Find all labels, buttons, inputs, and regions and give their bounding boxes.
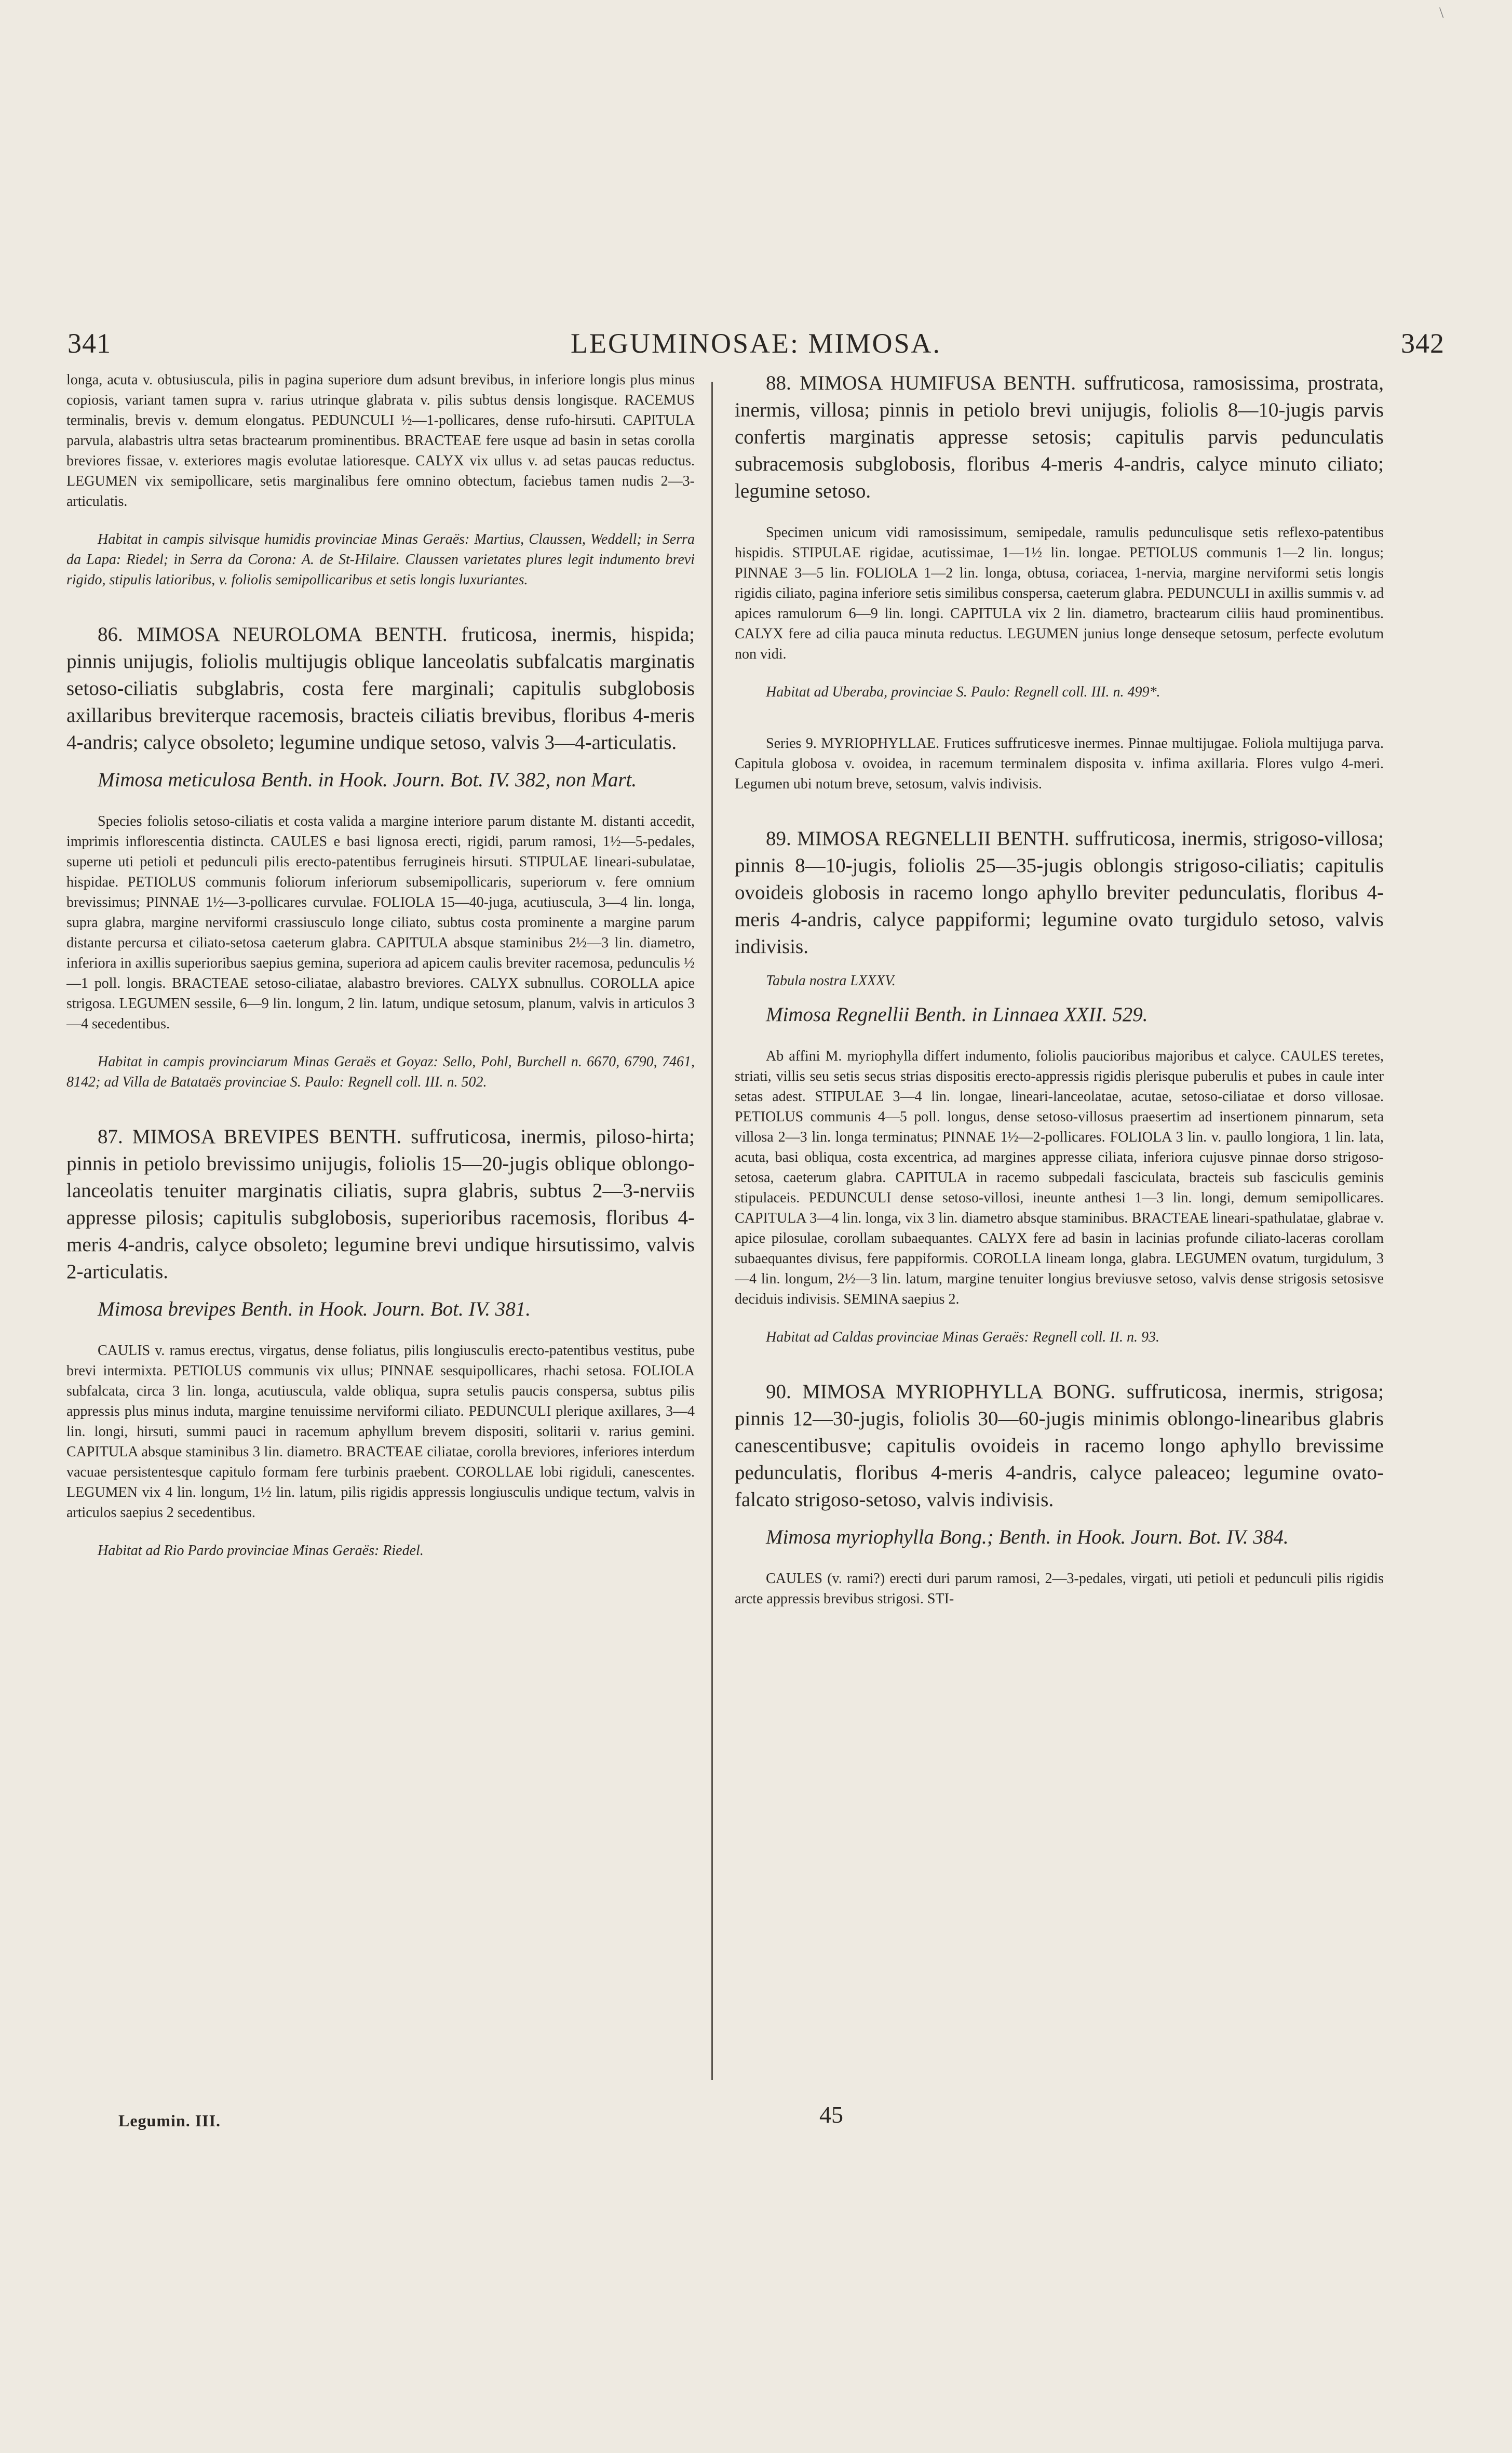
citation-paragraph: Habitat in campis silvisque humidis provinciae Minas Geraës: Martius, Claussen, Weddell; in Serra da Lapa: Riedel; in Serra da Corona: A. de St-Hilaire. Claussen varietates plures legit indumento brevi rigido, stipulis latioribus, v. foliolis semipollicaribus et setis longis luxuriantes. bbox=[66, 531, 695, 588]
right-column bbox=[735, 370, 1384, 2120]
citation-paragraph: Mimosa myriophylla Bong.; Benth. in Hook. Journ. Bot. IV. 384. bbox=[766, 1526, 1289, 1548]
column-divider bbox=[711, 382, 713, 2080]
scan-mark: \ bbox=[1439, 4, 1444, 21]
citation-paragraph: Habitat ad Rio Pardo provinciae Minas Geraës: Riedel. bbox=[98, 1543, 424, 1559]
citation-paragraph: Mimosa brevipes Benth. in Hook. Journ. Bot. IV. 381. bbox=[98, 1298, 531, 1320]
sheet-number: 45 bbox=[819, 2101, 843, 2128]
text-paragraph: Species foliolis setoso-ciliatis et costa valida a margine interiore parum distante M. distanti accedit, imprimis inflorescentia distincta. CAULES e basi lignosa erecti, rigidi, parum ramosi, 1½—5-pedales, superne uti petioli et pedunculi pilis erecto-patentibus ferrugineis hirsuti. STIPULAE lineari-subulatae, hispidae. PETIOLUS communis foliorum inferiorum subsemipollicaris, superiorum v. fere omnium brevissimus; PINNAE 1½—3-pollicares curvulae. FOLIOLA 15—40-juga, acutiuscula, 3—4 lin. longa, supra glabra, margine nerviformi crassiusculo longe ciliato, subtus costa prominente a margine parum distante percursa et ciliato-setosa caeterum glabra. CAPITULA absque staminibus 2½—3 lin. diametro, inferiora in axillis superioribus saepius gemina, superiora ad apicem caulis breviter racemosa, pedunculis ½—1 poll. longis. BRACTEAE setoso-ciliatae, alabastro breviores. CALYX subnullus. COROLLA apice strigosa. LEGUMEN sessile, 6—9 lin. longum, 2 lin. latum, undique setosum, planum, valvis in articulos 3—4 secedentibus. bbox=[66, 813, 695, 1032]
left-page-number: 341 bbox=[68, 328, 111, 359]
right-page-number: 342 bbox=[1401, 328, 1445, 359]
text-paragraph: Series 9. MYRIOPHYLLAE. Frutices suffruticesve inermes. Pinnae multijugae. Foliola multijuga parva. Capitula globosa v. ovoidea, in racemum terminalem disposita v. infima axillaria. Flores vulgo 4-meri. Legumen ubi notum breve, setosum, valvis indivisis. bbox=[735, 735, 1384, 792]
text-paragraph: 86. MIMOSA NEUROLOMA BENTH. fruticosa, inermis, hispida; pinnis unijugis, foliolis multijugis oblique lanceolatis subfalcatis marginatis setoso-ciliatis subglabris, costa fere marginali; capitulis subglobosis axillaribus breviterque racemosis, bracteis ciliatis brevibus, floribus 4-meris 4-andris; calyce obsoleto; legumine undique setoso, valvis 3—4-articulatis. bbox=[66, 623, 695, 754]
citation-paragraph: Tabula nostra LXXXV. bbox=[766, 973, 896, 989]
text-paragraph: 89. MIMOSA REGNELLII BENTH. suffruticosa, inermis, strigoso-villosa; pinnis 8—10-jugis, foliolis 25—35-jugis oblongis strigoso-ciliatis; capitulis ovoideis globosis in racemo longo aphyllo breviter pedunculatis, floribus 4-meris 4-andris, calyce pappiformi; legumine ovato turgidulo setoso, valvis indivisis. bbox=[735, 827, 1384, 958]
text-paragraph: Ab affini M. myriophylla differt indumento, foliolis paucioribus majoribus et calyce. CAULES teretes, striati, villis seu setis secus strias dispositis erecto-appressis rigidis plerisque puberulis et pubes in caule inter setas adest. STIPULAE 3—4 lin. longae, lineari-lanceolatae, acutae, setoso-ciliatae et dorso villosae. PETIOLUS communis 4—5 poll. longus, dense setoso-villosus praesertim ad insertionem pinnarum, seta villosa 2—3 lin. longa terminatus; PINNAE 1½—2-pollicares. FOLIOLA 3 lin. v. paullo longiora, 1 lin. lata, acuta, basi obliqua, costa excentrica, ad margines appresse ciliata, inferiora cujusve pinnae dorso strigoso-setosa, caeterum glabra. CAPITULA in racemo subpedali fasciculata, bracteis sub fasciculis geminis stipulaceis. PEDUNCULI dense setoso-villosi, ineunte anthesi 1—3 lin. longi, demum semipollicares. CAPITULA 3—4 lin. longa, vix 3 lin. diametro absque staminibus. BRACTEAE lineari-spathulatae, glabrae v. apice pilosulae, corollam subaequantes. CALYX fere ad basin in lacinias profunde ciliato-laceras corollam subaequantes divisus, fere pappiformis. COROLLA lineam longa, glabra. LEGUMEN ovatum, turgidulum, 3—4 lin. longum, 2½—3 lin. latum, margine tenuiter longius breviusve setoso, valvis dense strigosis setosisve deciduis indivisis. SEMINA saepius 2. bbox=[735, 1048, 1384, 1307]
citation-paragraph: Mimosa meticulosa Benth. in Hook. Journ. Bot. IV. 382, non Mart. bbox=[98, 769, 637, 791]
citation-paragraph: Habitat in campis provinciarum Minas Geraës et Goyaz: Sello, Pohl, Burchell n. 6670, 6790, 7461, 8142; ad Villa de Batataës provinciae S. Paulo: Regnell coll. III. n. 502. bbox=[66, 1054, 695, 1090]
text-paragraph: CAULES (v. rami?) erecti duri parum ramosi, 2—3-pedales, virgati, uti petioli et pedunculi pilis rigidis arcte appressis brevibus strigosi. STI- bbox=[735, 1571, 1384, 1607]
text-paragraph: CAULIS v. ramus erectus, virgatus, dense foliatus, pilis longiusculis erecto-patentibus vestitus, pube brevi intermixta. PETIOLUS communis vix ullus; PINNAE sesquipollicares, rhachi setosa. FOLIOLA subfalcata, circa 3 lin. longa, acutiuscula, valde obliqua, supra setulis paucis conspersa, subtus pilis appressis plus minus induta, margine tenuissime nerviformi ciliato. PEDUNCULI plerique axillares, 3—4 lin. longi, hirsuti, summi pauci in racemum aphyllum brevem dispositi, solitarii v. rarius gemini. CAPITULA absque staminibus 3 lin. diametro. BRACTEAE ciliatae, corolla breviores, inferiores interdum vacuae persistentesque capitulo formam fere turbinis praebent. COROLLAE lobi rigiduli, canescentes. LEGUMEN vix 4 lin. longum, 1½ lin. latum, pilis rigidis appressis longiusculis undique tectum, valvis in articulos saepius 2 secedentibus. bbox=[66, 1343, 695, 1521]
text-paragraph: 88. MIMOSA HUMIFUSA BENTH. suffruticosa, ramosissima, prostrata, inermis, villosa; pinnis in petiolo brevi unijugis, foliolis 8—10-jugis parvis confertis marginatis appresse setosis; capitulis parvis pedunculatis subracemosis subglobosis, floribus 4-meris 4-andris, calyce minuto ciliato; legumine setoso. bbox=[735, 372, 1384, 502]
signature-mark: Legumin. III. bbox=[118, 2111, 221, 2130]
citation-paragraph: Habitat ad Caldas provinciae Minas Geraës: Regnell coll. II. n. 93. bbox=[766, 1329, 1159, 1345]
citation-paragraph: Mimosa Regnellii Benth. in Linnaea XXII. 529. bbox=[766, 1003, 1148, 1026]
running-title: LEGUMINOSAE: MIMOSA. bbox=[570, 328, 941, 359]
text-paragraph: 87. MIMOSA BREVIPES BENTH. suffruticosa, inermis, piloso-hirta; pinnis in petiolo brevissimo unijugis, foliolis 15—20-jugis oblique oblongo-lanceolatis tenuiter marginatis ciliatis, supra glabris, subtus 2—3-nerviis appresse pilosis; capitulis subglobosis, superioribus racemosis, floribus 4-meris 4-andris, calyce obsoleto; legumine brevi undique hirsutissimo, valvis 2-articulatis. bbox=[66, 1125, 695, 1283]
text-paragraph: Specimen unicum vidi ramosissimum, semipedale, ramulis pedunculisque setis reflexo-patentibus hispidis. STIPULAE rigidae, acutissimae, 1—1½ lin. longae. PETIOLUS communis 1—2 lin. longus; PINNAE 3—5 lin. FOLIOLA 1—2 lin. longa, obtusa, coriacea, 1-nervia, margine nerviformi setis longis rigidis ciliato, pagina inferiore setis similibus conspersa, caeterum glabra. PEDUNCULI in axillis summis v. ad apices ramulorum 6—9 lin. longi. CAPITULA vix 2 lin. diametro, bractearum ciliis haud prominentibus. CALYX fere ad cilia pauca minuta reductus. LEGUMEN junius longe denseque setosum, perfecte evolutum non vidi. bbox=[735, 525, 1384, 662]
text-paragraph: longa, acuta v. obtusiuscula, pilis in pagina superiore dum adsunt brevibus, in inferiore longis plus minus copiosis, variant tamen supra v. rarius utrinque glabrata v. pilis subtus densis longisque. RACEMUS terminalis, brevis v. demum elongatus. PEDUNCULI ½—1-pollicares, dense rufo-hirsuti. CAPITULA parvula, alabastris ultra setas bractearum prominentibus. BRACTEAE fere usque ad basin in setas corolla breviores fissae, v. exteriores magis evolutae latioresque. CALYX vix ullus v. ad setas paucas reductus. LEGUMEN vix semipollicare, setis marginalibus fere omnino obtectum, faciebus tamen nudis 2—3-articulatis. bbox=[66, 372, 695, 510]
left-column bbox=[66, 370, 695, 2138]
text-paragraph: 90. MIMOSA MYRIOPHYLLA BONG. suffruticosa, inermis, strigosa; pinnis 12—30-jugis, foliolis 30—60-jugis minimis oblongo-linearibus glabris canescentibusve; capitulis ovoideis in racemo longo aphyllo brevissime pedunculatis, floribus 4-meris 4-andris, calyce paleaceo; legumine ovato-falcato strigoso-setoso, valvis indivisis. bbox=[735, 1380, 1384, 1511]
citation-paragraph: Habitat ad Uberaba, provinciae S. Paulo: Regnell coll. III. n. 499*. bbox=[766, 684, 1160, 700]
running-header bbox=[68, 327, 1445, 364]
